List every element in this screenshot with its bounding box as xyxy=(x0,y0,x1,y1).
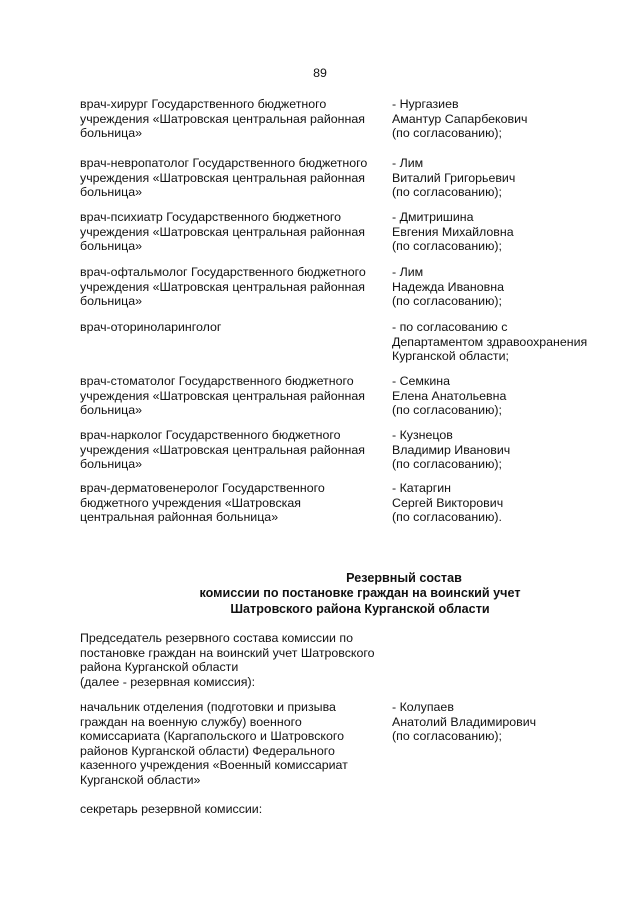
reserve-heading-line1: Резервный состав xyxy=(346,571,462,585)
member-position: врач-психиатр Государственного бюджетного учреждения «Шатровская центральная районная больница» xyxy=(80,210,365,254)
member-person: - Семкина Елена Анатольевна (по согласованию); xyxy=(392,374,507,418)
chairman-block: Председатель резервного состава комиссии по постановке граждан на воинский учет Шатровского района Курганской области (далее - резервная комиссия): xyxy=(80,631,375,689)
member-position: врач-нарколог Государственного бюджетного учреждения «Шатровская центральная районная больница» xyxy=(80,428,365,472)
member-position: начальник отделения (подготовки и призыва граждан на военную службу) военного комиссариата (Каргапольского и Шатровского районов Курганской области) Федерального казенного учреждения «Военный комиссариат Курганской области» xyxy=(80,700,348,787)
member-person: - по согласованию с Департаментом здравоохранения Курганской области; xyxy=(392,320,588,364)
member-person: - Лим Виталий Григорьевич (по согласованию); xyxy=(392,156,516,200)
reserve-heading xyxy=(80,571,610,617)
member-person: - Лим Надежда Ивановна (по согласованию); xyxy=(392,265,504,309)
member-person: - Катаргин Сергей Викторович (по согласованию). xyxy=(392,481,504,525)
member-position: врач-невропатолог Государственного бюджетного учреждения «Шатровская центральная районная больница» xyxy=(80,156,368,200)
member-person: - Нургазиев Амантур Сапарбекович (по согласованию); xyxy=(392,97,528,141)
reserve-heading-line2: комиссии по постановке граждан на воинский учет xyxy=(199,586,521,601)
page-number: 89 xyxy=(313,66,327,80)
member-person: - Колупаев Анатолий Владимирович (по согласованию); xyxy=(392,700,537,744)
member-position: врач-оториноларинголог xyxy=(80,320,222,334)
secretary-label: секретарь резервной комиссии: xyxy=(80,802,263,816)
member-person: - Кузнецов Владимир Иванович (по согласованию); xyxy=(392,428,511,472)
member-position: врач-стоматолог Государственного бюджетного учреждения «Шатровская центральная районная больница» xyxy=(80,374,365,418)
member-position: врач-офтальмолог Государственного бюджетного учреждения «Шатровская центральная районная больница» xyxy=(80,265,366,309)
member-position: врач-дерматовенеролог Государственного бюджетного учреждения «Шатровская центральная районная больница» xyxy=(80,481,325,525)
member-person: - Дмитришина Евгения Михайловна (по согласованию); xyxy=(392,210,514,254)
member-position: врач-хирург Государственного бюджетного учреждения «Шатровская центральная районная больница» xyxy=(80,97,365,141)
reserve-heading-line3: Шатровского района Курганской области xyxy=(230,601,490,616)
